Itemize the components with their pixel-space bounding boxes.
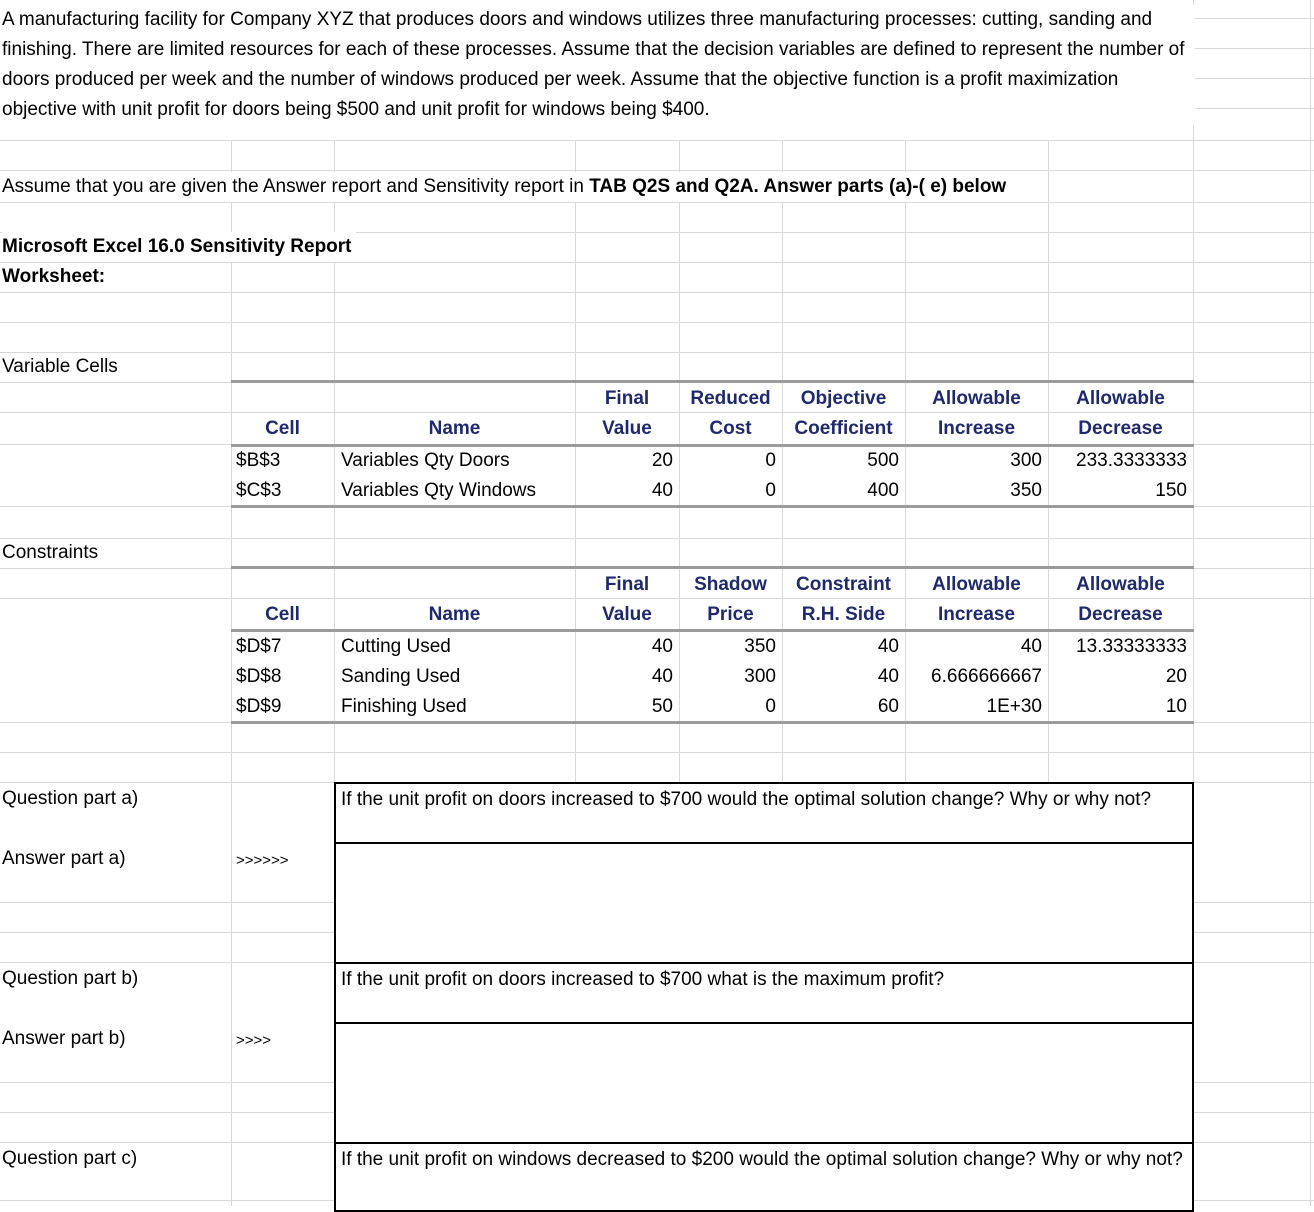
vc-row-cell[interactable]: $B$3 <box>236 450 281 471</box>
vc-row-coef[interactable]: 500 <box>867 450 899 471</box>
answer-a-arrow: >>>>>> <box>236 852 289 869</box>
vc-row-final[interactable]: 40 <box>651 480 673 501</box>
variable-cells-label: Variable Cells <box>2 356 118 377</box>
c-header-allowable-inc: Allowable <box>932 574 1021 595</box>
c-row-shadow[interactable]: 0 <box>765 696 776 717</box>
vc-header-reduced: Reduced <box>690 388 771 409</box>
vc-row-reduced[interactable]: 0 <box>765 450 776 471</box>
vc-header-cell: Cell <box>265 418 300 439</box>
c-header-name: Name <box>428 604 481 625</box>
question-a-box <box>334 782 1194 844</box>
question-b-label: Question part b) <box>2 968 139 989</box>
intro-paragraph: A manufacturing facility for Company XYZ that produces doors and windows utilizes three manufacturing processes: cutting, sanding and finishing. There are limited resources for each of these processes. Assume that the decision variables are defined to represent the number of doors produced per week and the number of windows produced per week. Assume that the objective function is a profit maximization objective with unit profit for doors being $500 and unit profit for windows being $400. <box>2 5 1194 125</box>
question-c-text: If the unit profit on windows decreased to $200 would the optimal solution change? Why or why not? <box>341 1149 1183 1170</box>
vc-row-name[interactable]: Variables Qty Doors <box>341 450 510 471</box>
c-row-rhs[interactable]: 40 <box>877 666 899 687</box>
answer-b-label: Answer part b) <box>2 1028 126 1049</box>
question-b-text: If the unit profit on doors increased to $700 what is the maximum profit? <box>341 969 945 990</box>
c-header-rhs: R.H. Side <box>801 604 886 625</box>
c-row-cell[interactable]: $D$8 <box>236 666 282 687</box>
assume-line <box>2 172 1012 202</box>
c-header-value: Value <box>602 604 652 625</box>
vc-header-final: Final <box>604 388 650 409</box>
answer-b-arrow: >>>> <box>236 1032 272 1049</box>
vc-header-allowable-inc: Allowable <box>932 388 1021 409</box>
c-header-increase: Increase <box>937 604 1016 625</box>
constraints-label: Constraints <box>2 542 99 563</box>
vc-row-name[interactable]: Variables Qty Windows <box>341 480 536 501</box>
vc-row-coef[interactable]: 400 <box>867 480 899 501</box>
c-row-shadow[interactable]: 350 <box>744 636 776 657</box>
c-header-price: Price <box>707 604 754 625</box>
variable-table-top-rule <box>231 380 1194 383</box>
vc-header-increase: Increase <box>937 418 1016 439</box>
c-header-shadow: Shadow <box>694 574 767 595</box>
c-row-cell[interactable]: $D$9 <box>236 696 282 717</box>
assume-bold: TAB Q2S and Q2A. Answer parts (a)-( e) below <box>589 176 1007 197</box>
c-row-final[interactable]: 40 <box>651 636 673 657</box>
vc-row-dec[interactable]: 150 <box>1155 480 1187 501</box>
report-title: Microsoft Excel 16.0 Sensitivity Report <box>2 232 356 262</box>
vc-header-coefficient: Coefficient <box>794 418 893 439</box>
answer-a-input[interactable] <box>334 842 1194 964</box>
worksheet-label: Worksheet: <box>2 266 106 287</box>
vc-row-final[interactable]: 20 <box>651 450 673 471</box>
c-row-shadow[interactable]: 300 <box>744 666 776 687</box>
c-row-final[interactable]: 40 <box>651 666 673 687</box>
c-row-rhs[interactable]: 60 <box>877 696 899 717</box>
vc-header-cost: Cost <box>709 418 752 439</box>
question-a-label: Question part a) <box>2 788 139 809</box>
c-row-inc[interactable]: 40 <box>1020 636 1042 657</box>
vc-header-decrease: Decrease <box>1078 418 1163 439</box>
c-row-dec[interactable]: 10 <box>1165 696 1187 717</box>
variable-table-bottom-rule <box>231 505 1194 508</box>
c-row-name[interactable]: Finishing Used <box>341 696 467 717</box>
question-a-text: If the unit profit on doors increased to $700 would the optimal solution change? Why or why not? <box>341 789 1152 810</box>
assume-prefix: Assume that you are given the Answer report and Sensitivity report in <box>2 176 590 197</box>
vc-row-dec[interactable]: 233.3333333 <box>1076 450 1187 471</box>
c-header-cell: Cell <box>265 604 300 625</box>
c-row-dec[interactable]: 20 <box>1165 666 1187 687</box>
c-row-cell[interactable]: $D$7 <box>236 636 282 657</box>
c-row-rhs[interactable]: 40 <box>877 636 899 657</box>
vc-header-value: Value <box>602 418 652 439</box>
vc-header-name: Name <box>428 418 481 439</box>
c-header-decrease: Decrease <box>1078 604 1163 625</box>
c-header-final: Final <box>604 574 650 595</box>
question-c-label: Question part c) <box>2 1148 138 1169</box>
vc-header-allowable-dec: Allowable <box>1076 388 1165 409</box>
c-row-final[interactable]: 50 <box>651 696 673 717</box>
c-row-inc[interactable]: 6.666666667 <box>931 666 1042 687</box>
c-row-dec[interactable]: 13.33333333 <box>1076 636 1187 657</box>
c-row-name[interactable]: Cutting Used <box>341 636 451 657</box>
constraints-table-top-rule <box>231 566 1194 569</box>
vc-row-inc[interactable]: 350 <box>1010 480 1042 501</box>
c-row-inc[interactable]: 1E+30 <box>986 696 1042 717</box>
vc-row-cell[interactable]: $C$3 <box>236 480 282 501</box>
c-header-constraint: Constraint <box>796 574 891 595</box>
vc-row-reduced[interactable]: 0 <box>765 480 776 501</box>
c-row-name[interactable]: Sanding Used <box>341 666 461 687</box>
question-c-box <box>334 1142 1194 1212</box>
vc-row-inc[interactable]: 300 <box>1010 450 1042 471</box>
vc-header-objective: Objective <box>800 388 887 409</box>
constraints-table-bottom-rule <box>231 721 1194 724</box>
question-b-box <box>334 962 1194 1024</box>
answer-b-input[interactable] <box>334 1022 1194 1144</box>
c-header-allowable-dec: Allowable <box>1076 574 1165 595</box>
answer-a-label: Answer part a) <box>2 848 126 869</box>
